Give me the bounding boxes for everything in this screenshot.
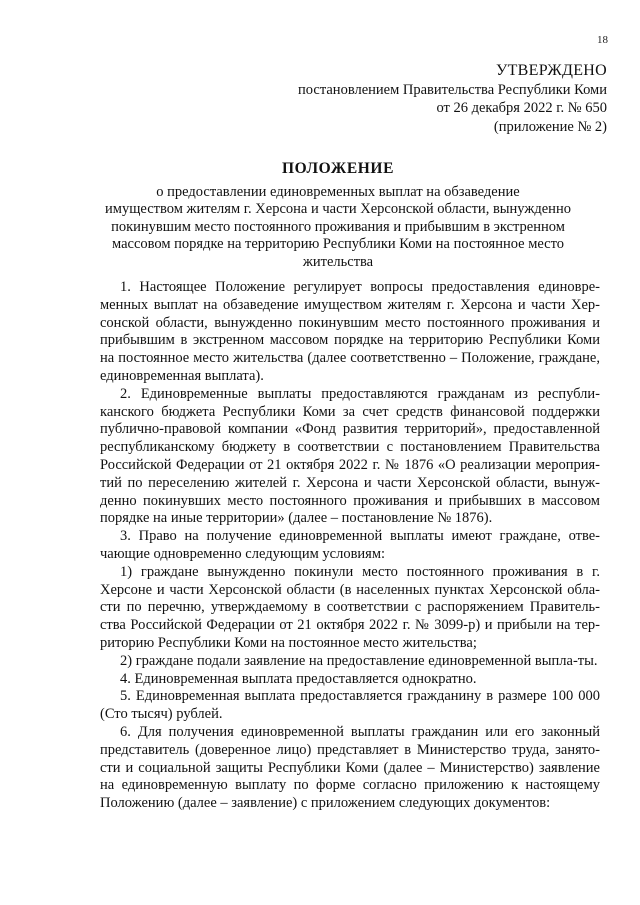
- paragraph-4: 4. Единовременная выплата предоставляется однократно.: [120, 670, 477, 687]
- approval-appendix-line: (приложение № 2): [493, 118, 607, 135]
- paragraph-1: 1. Настоящее Положение регулирует вопросы предоставления единовре-менных выплат на обзаведение имуществом жителям г. Херсона и части Хер-сонской области, вынужденно покинувшим место постоянного проживания и прибывшим в экстренном массовом порядке на территорию Республики Коми на постоянное место жительства (далее соответственно – Положение, граждане, единовременная выплата).: [100, 279, 600, 384]
- paragraph-2: 2. Единовременные выплаты предоставляются гражданам из республи-канского бюджета Республики Коми за счет средств финансовой поддержки публично-правовой компании «Фонд развития территорий», предоставленной республиканскому бюджету в соответствии с постановлением Правительства Российской Федерации от 21 октября 2022 г. № 1876 «О реализации мероприя-тий по переселению жителей г. Херсона и части Херсонской области, вынуж-денно покинувших место постоянного проживания и прибывших в массовом порядке на иные территории» (далее – постановление № 1876).: [100, 385, 600, 527]
- document-subtitle-line: жительства: [302, 253, 374, 270]
- document-subtitle-line: о предоставлении единовременных выплат на обзаведение: [156, 183, 520, 200]
- document-subtitle-line: массовом порядке на территорию Республики Коми на постоянное место: [112, 236, 564, 252]
- document-subtitle-line: имуществом жителям г. Херсона и части Херсонской области, вынужденно: [105, 201, 571, 217]
- page-number: 18: [597, 34, 608, 46]
- approval-heading: УТВЕРЖДЕНО: [495, 62, 607, 79]
- document-subtitle-line: покинувшим место постоянного проживания и прибывшим в экстренном: [111, 218, 565, 235]
- document-body: [100, 279, 600, 813]
- paragraph-3: 3. Право на получение единовременной выплаты имеют граждане, отве-чающие одновременно следующим условиям:: [100, 528, 600, 562]
- approval-decree-line: постановлением Правительства Республики Коми: [298, 81, 607, 98]
- document-title: ПОЛОЖЕНИЕ: [281, 160, 395, 177]
- approval-date-line: от 26 декабря 2022 г. № 650: [436, 100, 607, 116]
- approval-stamp-block: [298, 62, 607, 136]
- paragraph-5: 5. Единовременная выплата предоставляется гражданину в размере 100 000 (Сто тысяч) рублей.: [100, 688, 600, 723]
- paragraph-6: 6. Для получения единовременной выплаты гражданин или его законный представитель (доверенное лицо) представляет в Министерство труда, занято-сти и социальной защиты Республики Коми (далее – Министерство) заявление на единовременную выплату по форме согласно приложению к настоящему Положению (далее – заявление) с приложением следующих документов:: [100, 723, 600, 812]
- paragraph-3-item-1: 1) граждане вынужденно покинули место постоянного проживания в г. Херсоне и части Херсонской области (в населенных пунктах Херсонской обла-сти по перечню, утверждаемому в соответствии с распоряжением Правитель-ства Российской Федерации от 21 октября 2022 г. № 3099-р) и прибыли на тер-риторию Республики Коми на постоянное место жительства;: [100, 563, 600, 651]
- document-title-block: [78, 160, 598, 271]
- paragraph-3-item-2: 2) граждане подали заявление на предоставление единовременной выпла-ты.: [120, 652, 598, 669]
